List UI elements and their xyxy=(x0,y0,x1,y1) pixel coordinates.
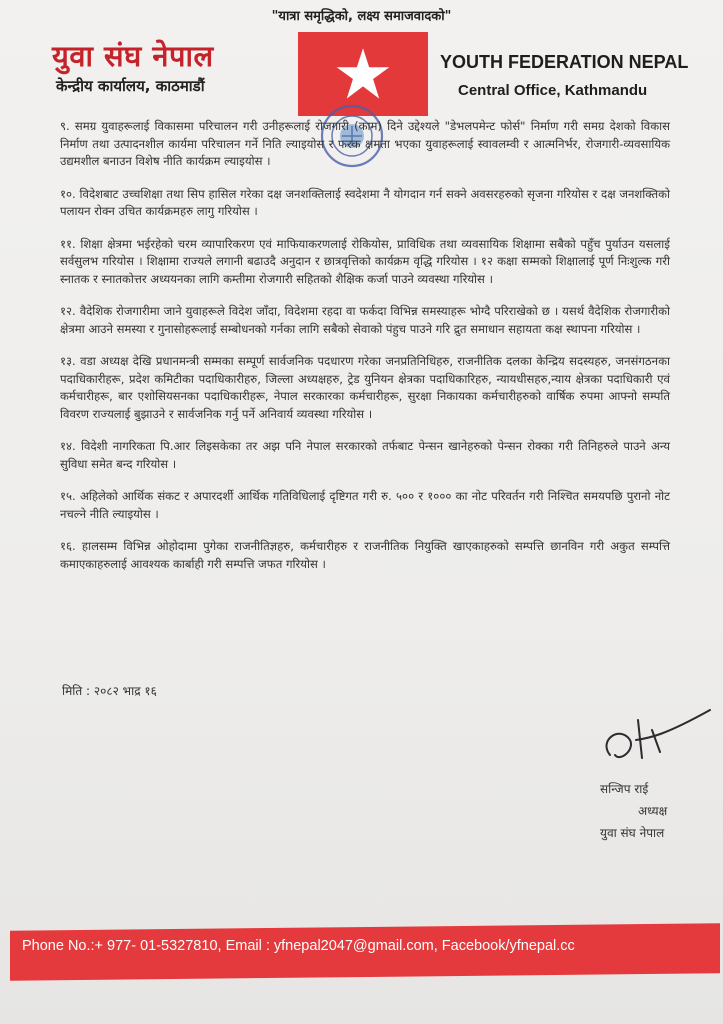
tagline: "यात्रा समृद्धिको, लक्ष्य समाजवादको" xyxy=(271,9,452,24)
point-13: १३. वडा अध्यक्ष देखि प्रधानमन्त्री सम्मका सम्पूर्ण सार्वजनिक पदधारण गरेका जनप्रतिनिधिहरु, राजनीतिक दलका केन्द्रिय सदस्यहरु, जनसंगठनका पदाधिकारीहरू, प्रदेश कमिटीका पदाधिकारीहरु, जिल्ला अध्यक्षहरु, ट्रेड युनियन क्षेत्रका पदाधिकारिहरु, न्यायधीसहरु,न्याय क्षेत्रका पदाधिकारी एवं कर्मचारीहरू, बार एशोसियसनका पदाधिकारीहरू, नेपाल सरकारका कर्मचारीहरू, सुरक्षा निकायका कर्मचारीहरुको वार्षिक रुपमा आफ्नो सम्पति विवरण राज्यलाई बुझाउने र सार्वजनिक गर्नु पर्ने अनिवार्य व्यवस्था गरियोस । xyxy=(60,354,670,421)
footer-phone: Phone No.:+ 977- 01-5327810, xyxy=(22,938,222,954)
point-11: ११. शिक्षा क्षेत्रमा भईरहेको चरम व्यापारिकरण एवं माफियाकरणलाई रोकियोस, प्राविधिक तथा व्यवसायिक शिक्षामा सबैको पहुँच पुर्याउन यसलाई सर्वसुलभ गरियोस । शिक्षामा राज्यले लगानी बढाउदै अनुदान र छात्रवृत्तिको कार्यक्रम वृद्धि गरियोस । १२ कक्षा सम्मको शिक्षालाई पूर्ण निःशुल्क गरी स्नातक र स्नातकोत्तर अध्ययनका लागि कम्तीमा रोजगारी सहितको शैक्षिक कर्जा पाउने व्यवस्था गरियोस । xyxy=(60,236,670,286)
letter-date: मिति : २०८२ भाद्र १६ xyxy=(62,684,157,698)
signatory-org: युवा संघ नेपाल xyxy=(600,826,665,840)
signatory-block xyxy=(600,778,667,844)
signatory-title: अध्यक्ष xyxy=(638,804,668,818)
point-16: १६. हालसम्म विभिन्न ओहोदामा पुगेका राजनीतिज्ञहरु, कर्मचारीहरु र राजनीतिक नियुक्ति खाएकाहरुको सम्पत्ति छानविन गरी अकुत सम्पत्ति कमाएकाहरुलाई आवश्यक कार्बाही गरी सम्पत्ति जफत गरियोस । xyxy=(60,539,670,571)
white-star-icon xyxy=(335,46,391,102)
letter-body xyxy=(60,118,670,588)
point-12: १२. वैदेशिक रोजगारीमा जाने युवाहरूले विदेश जाँदा, विदेशमा रहदा वा फर्कदा विभिन्न समस्याहरू भोग्दै परिराखेको छ । यसर्थ वैदेशिक रोजगारीको क्षेत्रमा आउने समस्या र गुनासोहरूलाई सम्बोधनको गर्नका लागि सबैको सेवाको पंहुच पाउने गरि द्रुत समाधान सहायता कक्ष स्थापना गरियोस । xyxy=(60,304,670,336)
footer-contact xyxy=(22,938,712,954)
signatory-name: सन्जिप राई xyxy=(600,782,649,796)
office-name-nepali: केन्द्रीय कार्यालय, काठमाडौं xyxy=(56,77,205,95)
office-name-english: Central Office, Kathmandu xyxy=(458,82,648,99)
footer-email: Email : yfnepal2047@gmail.com, xyxy=(225,938,438,954)
org-name-nepali: युवा संघ नेपाल xyxy=(52,39,214,73)
point-10: १०. विदेशबाट उच्चशिक्षा तथा सिप हासिल गरेका दक्ष जनशक्तिलाई स्वदेशमा नै योगदान गर्न सक्ने अवसरहरुको सृजना गरियोस र दक्ष जनशक्तिको पलायन रोक्न उचित कार्यक्रमहरु लागु गरियोस । xyxy=(60,186,670,218)
point-15: १५. अहिलेको आर्थिक संकट र अपारदर्शी आर्थिक गतिविधिलाई दृष्टिगत गरी रु. ५०० र १००० का नोट परिवर्तन गरी निश्चित समयपछि पुरानो नोट नचल्ने नीति ल्याइयोस । xyxy=(60,489,670,521)
org-name-english: YOUTH FEDERATION NEPAL xyxy=(440,52,689,72)
handwritten-signature-icon xyxy=(590,700,720,780)
point-14: १४. विदेशी नागरिकता पि.आर लिइसकेका तर अझ पनि नेपाल सरकारको तर्फबाट पेन्सन खानेहरुको पेन्सन रोक्का गरी तिनिहरुले पाउने अन्य सुविधा समेत बन्द गरियोस । xyxy=(60,439,670,471)
point-9: ९. समग्र युवाहरूलाई विकासमा परिचालन गरी उनीहरूलाई रोजगारी (काम) दिने उद्देश्यले "डेभलपमेन्ट फोर्स" निर्माण गरी समग्र देशको विकास निर्माण तथा उत्पादनशील कार्यमा परिचालन गर्ने निति ल्याइयोस र फरक क्षमता भएका युवाहरूलाई स्वावलम्वी र आत्मनिर्भर, रोजगारी-व्यवसायिक उद्यमशील बनाउन विशेष नीति कार्यक्रम ल्याइयोस । xyxy=(60,119,670,168)
footer-facebook: Facebook/yfnepal.cc xyxy=(441,938,575,954)
